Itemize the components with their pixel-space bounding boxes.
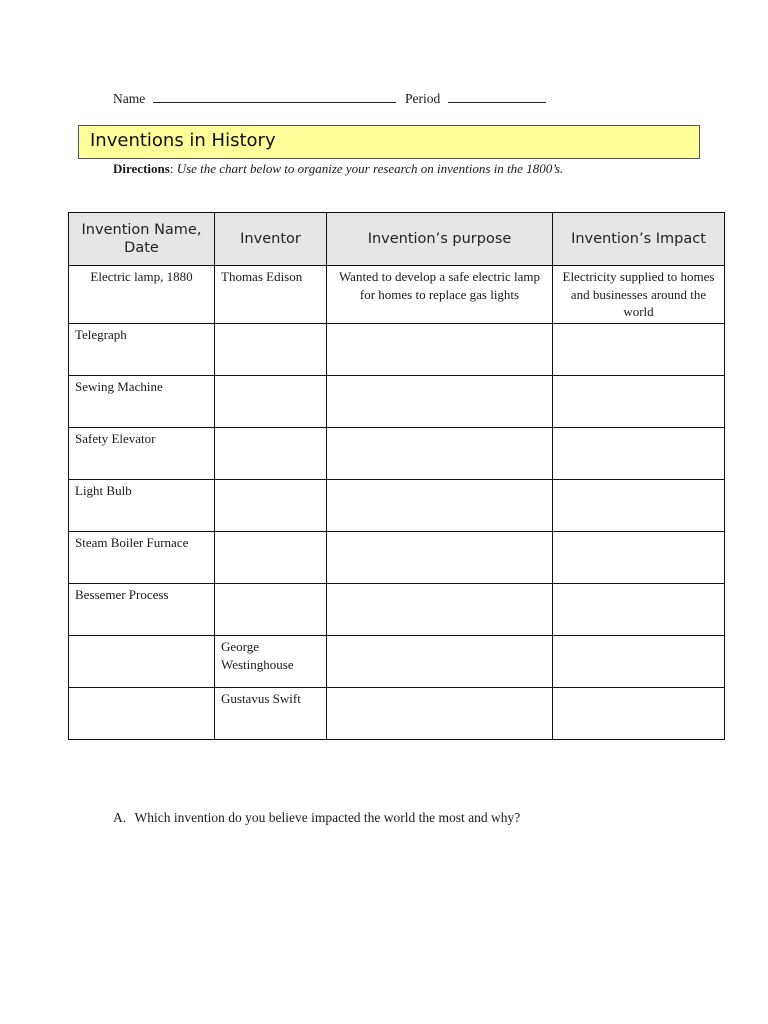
name-label: Name (113, 91, 146, 106)
cell-purpose[interactable] (327, 376, 553, 428)
cell-invention: Bessemer Process (69, 584, 215, 636)
table-row (69, 584, 725, 636)
cell-invention: Telegraph (69, 324, 215, 376)
period-label: Period (404, 91, 441, 106)
worksheet-title: Inventions in History (78, 125, 700, 159)
name-blank[interactable] (153, 90, 396, 103)
period-blank[interactable] (448, 90, 546, 103)
cell-invention: Sewing Machine (69, 376, 215, 428)
cell-invention[interactable] (69, 636, 215, 688)
cell-purpose: Wanted to develop a safe electric lamp for homes to replace gas lights (327, 266, 553, 324)
table-row (69, 532, 725, 584)
cell-purpose[interactable] (327, 428, 553, 480)
directions: Directions: Use the chart below to organize your research on inventions in the 1800’s. (113, 161, 564, 176)
header-inventor: Inventor (215, 213, 327, 266)
cell-inventor[interactable] (215, 324, 327, 376)
cell-inventor[interactable] (215, 376, 327, 428)
table-row (69, 324, 725, 376)
table-row (69, 376, 725, 428)
cell-impact[interactable] (553, 636, 725, 688)
cell-purpose[interactable] (327, 688, 553, 740)
table-row (69, 428, 725, 480)
cell-inventor[interactable] (215, 584, 327, 636)
table-header-row (69, 213, 725, 266)
inventions-table (68, 212, 725, 740)
directions-text: Use the chart below to organize your research on inventions in the 1800’s. (176, 161, 564, 176)
question-text: Which invention do you believe impacted the world the most and why? (134, 810, 521, 825)
cell-purpose[interactable] (327, 324, 553, 376)
table-row (69, 480, 725, 532)
cell-invention: Steam Boiler Furnace (69, 532, 215, 584)
table-row (69, 636, 725, 688)
cell-inventor: George Westinghouse (215, 636, 327, 688)
header-invention-name: Invention Name, Date (69, 213, 215, 266)
directions-label: Directions (113, 161, 170, 176)
cell-purpose[interactable] (327, 636, 553, 688)
question-a (113, 810, 520, 826)
cell-purpose[interactable] (327, 532, 553, 584)
table-row (69, 266, 725, 324)
cell-inventor[interactable] (215, 480, 327, 532)
header-purpose: Invention’s purpose (327, 213, 553, 266)
cell-inventor: Thomas Edison (215, 266, 327, 324)
cell-invention: Safety Elevator (69, 428, 215, 480)
table-row (69, 688, 725, 740)
name-period-line (113, 90, 546, 107)
cell-inventor[interactable] (215, 532, 327, 584)
question-marker: A. (113, 810, 127, 825)
cell-impact[interactable] (553, 532, 725, 584)
cell-inventor: Gustavus Swift (215, 688, 327, 740)
cell-invention: Light Bulb (69, 480, 215, 532)
cell-inventor[interactable] (215, 428, 327, 480)
cell-invention[interactable] (69, 688, 215, 740)
cell-impact[interactable] (553, 428, 725, 480)
cell-impact[interactable] (553, 584, 725, 636)
cell-purpose[interactable] (327, 584, 553, 636)
cell-impact: Electricity supplied to homes and businesses around the world (553, 266, 725, 324)
cell-invention: Electric lamp, 1880 (69, 266, 215, 324)
cell-purpose[interactable] (327, 480, 553, 532)
cell-impact[interactable] (553, 688, 725, 740)
header-impact: Invention’s Impact (553, 213, 725, 266)
cell-impact[interactable] (553, 376, 725, 428)
cell-impact[interactable] (553, 480, 725, 532)
cell-impact[interactable] (553, 324, 725, 376)
